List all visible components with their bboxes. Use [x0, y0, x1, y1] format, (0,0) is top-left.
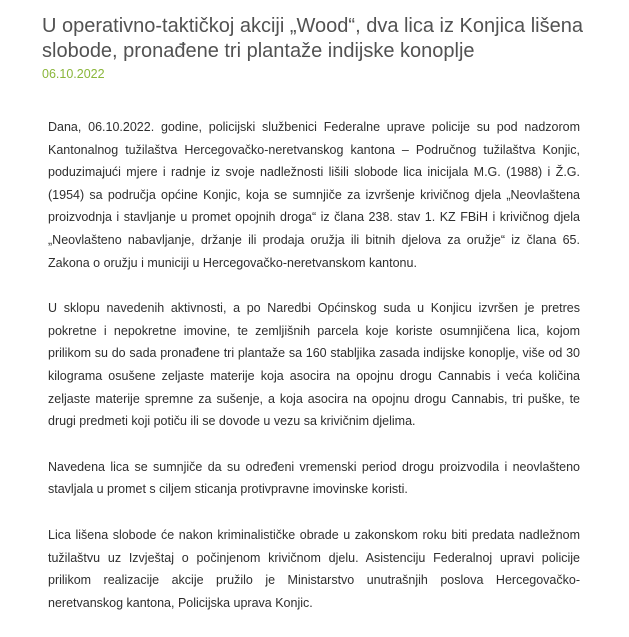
- article-paragraph-2: U sklopu navedenih aktivnosti, a po Naredbi Općinskog suda u Konjicu izvršen je pretres pokretne i nepokretne imovine, te zemljišnih parcela koje koriste osumnjičena lica, kojom prilikom su do sada pronađene tri plantaže sa 160 stabljika zasada indijske konoplje, više od 30 kilograma osušene zeljaste materije koja asocira na opojnu drogu Cannabis i veća količina zeljaste materije spremne za sušenje, a koja asocira na opojnu drogu Cannabis, tri puške, te drugi predmeti koji potiču ili se dovode u vezu sa krivičnim djelima.: [48, 301, 580, 429]
- article-paragraph-4: Lica lišena slobode će nakon kriminalističke obrade u zakonskom roku biti predata nadležnom tužilaštvu uz Izvještaj o počinjenom krivičnom djelu. Asistenciju Federalnoj upravi policije prilikom realizacije akcije pružilo je Ministarstvo unutrašnjih poslova Hercegovačko-neretvanskog kantona, Policijska uprava Konjic.: [48, 527, 580, 610]
- article-title: U operativno-taktičkoj akciji „Wood“, dva lica iz Konjica lišena slobode, pronađene tri plantaže indijske konoplje: [42, 15, 583, 62]
- article-body: [48, 116, 580, 637]
- article-paragraph-1: Dana, 06.10.2022. godine, policijski službenici Federalne uprave policije su pod nadzorom Kantonalnog tužilaštva Hercegovačko-neretvanskog kantona – Područnog tužilaštva Konjic, poduzimajući mjere i radnje iz svoje nadležnosti lišili slobode lica inicijala M.G. (1988) i Ž.G. (1954) sa područja općine Konjic, koja se sumnjiče za izvršenje krivičnog djela „Neovlaštena proizvodnja i stavljanje u promet opojnih droga“ iz člana 238. stav 1. KZ FBiH i krivičnog djela „Neovlašteno nabavljanje, držanje ili prodaja oružja ili bitnih djelova za oružje“ iz člana 65. Zakona o oružju i municiji u Hercegovačko-neretvanskom kantonu.: [48, 120, 580, 270]
- article-date: 06.10.2022: [42, 67, 105, 81]
- article-paragraph-3: Navedena lica se sumnjiče da su određeni vremenski period drogu proizvodila i neovlašteno stavljala u promet s ciljem sticanja protivpravne imovinske koristi.: [48, 459, 580, 497]
